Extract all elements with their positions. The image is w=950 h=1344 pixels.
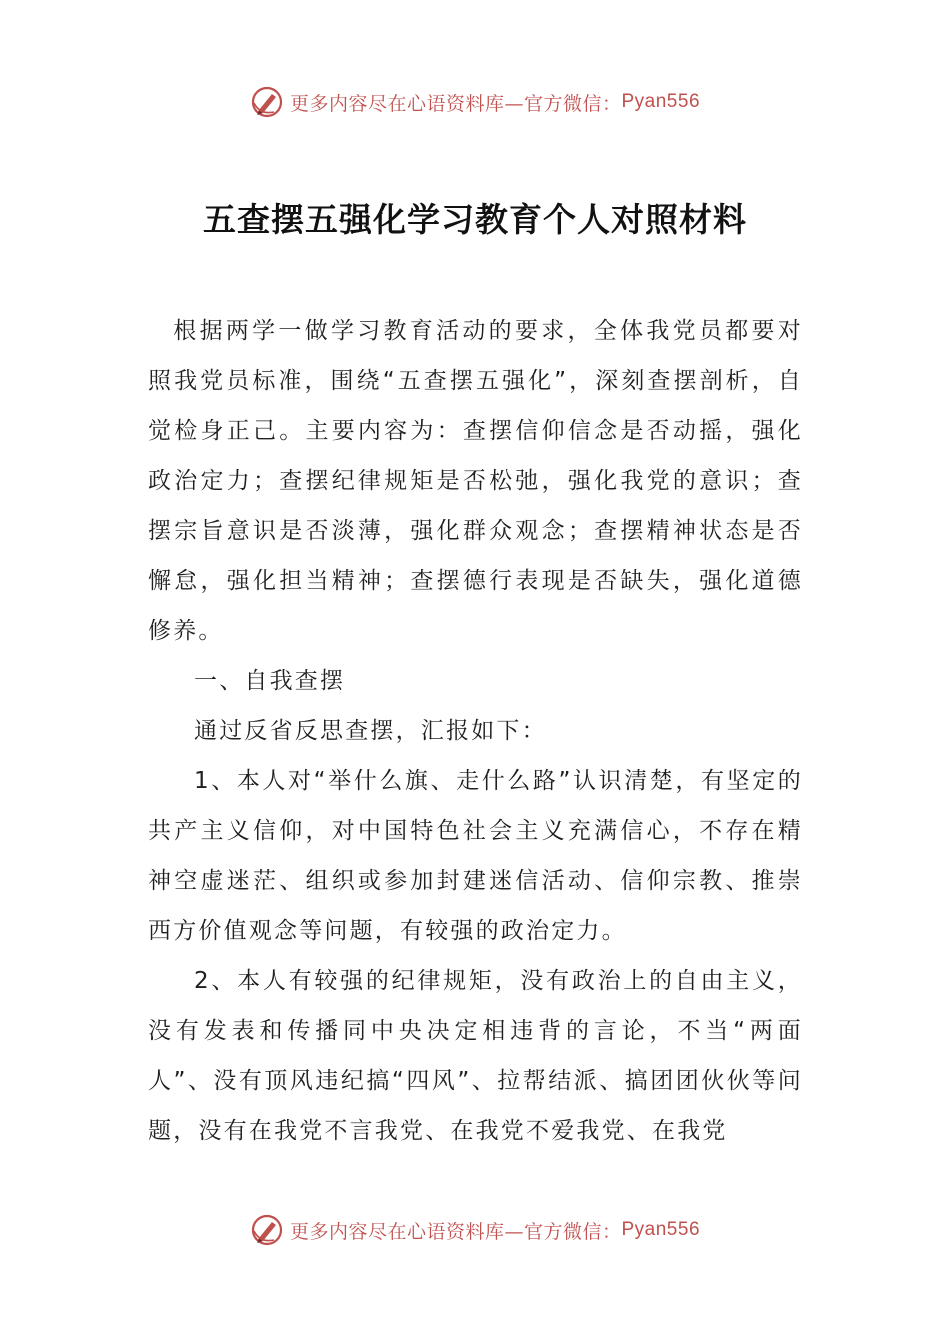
paragraph-item-2: 2、本人有较强的纪律规矩，没有政治上的自由主义，没有发表和传播同中央决定相违背的言论，不当“两面人”、没有顶风违纪搞“四风”、拉帮结派、搞团团伙伙等问题，没有在我党不言我党、在我党不爱我党、在我党 bbox=[148, 968, 803, 1144]
pen-logo-icon bbox=[250, 1213, 284, 1247]
watermark-text: 更多内容尽在心语资料库—官方微信： bbox=[289, 92, 622, 115]
paragraph-intro: 根据两学一做学习教育活动的要求，全体我党员都要对照我党员标准，围绕“五查摆五强化”，深刻查摆剖析，自觉检身正己。主要内容为：查摆信仰信念是否动摇，强化政治定力；查摆纪律规矩是否松弛，强化我党的意识；查摆宗旨意识是否淡薄，强化群众观念；查摆精神状态是否懈怠，强化担当精神；查摆德行表现是否缺失，强化道德修养。 bbox=[148, 318, 803, 644]
watermark-wechat-id: Pyan556 bbox=[621, 1219, 701, 1240]
watermark-wechat-id: Pyan556 bbox=[621, 91, 701, 112]
document-body bbox=[148, 306, 803, 1156]
pen-logo-icon bbox=[250, 85, 284, 119]
header-watermark bbox=[0, 82, 950, 122]
paragraph-lead: 通过反省反思查摆，汇报如下： bbox=[194, 718, 547, 744]
paragraph-item-1: 1、本人对“举什么旗、走什么路”认识清楚，有坚定的共产主义信仰，对中国特色社会主义充满信心，不存在精神空虚迷茫、组织或参加封建迷信活动、信仰宗教、推崇西方价值观念等问题，有较强的政治定力。 bbox=[148, 768, 803, 944]
document-title: 五查摆五强化学习教育个人对照材料 bbox=[203, 200, 747, 240]
section-heading: 一、自我查摆 bbox=[194, 668, 346, 694]
footer-watermark bbox=[0, 1210, 950, 1250]
watermark-text: 更多内容尽在心语资料库—官方微信： bbox=[289, 1220, 622, 1243]
